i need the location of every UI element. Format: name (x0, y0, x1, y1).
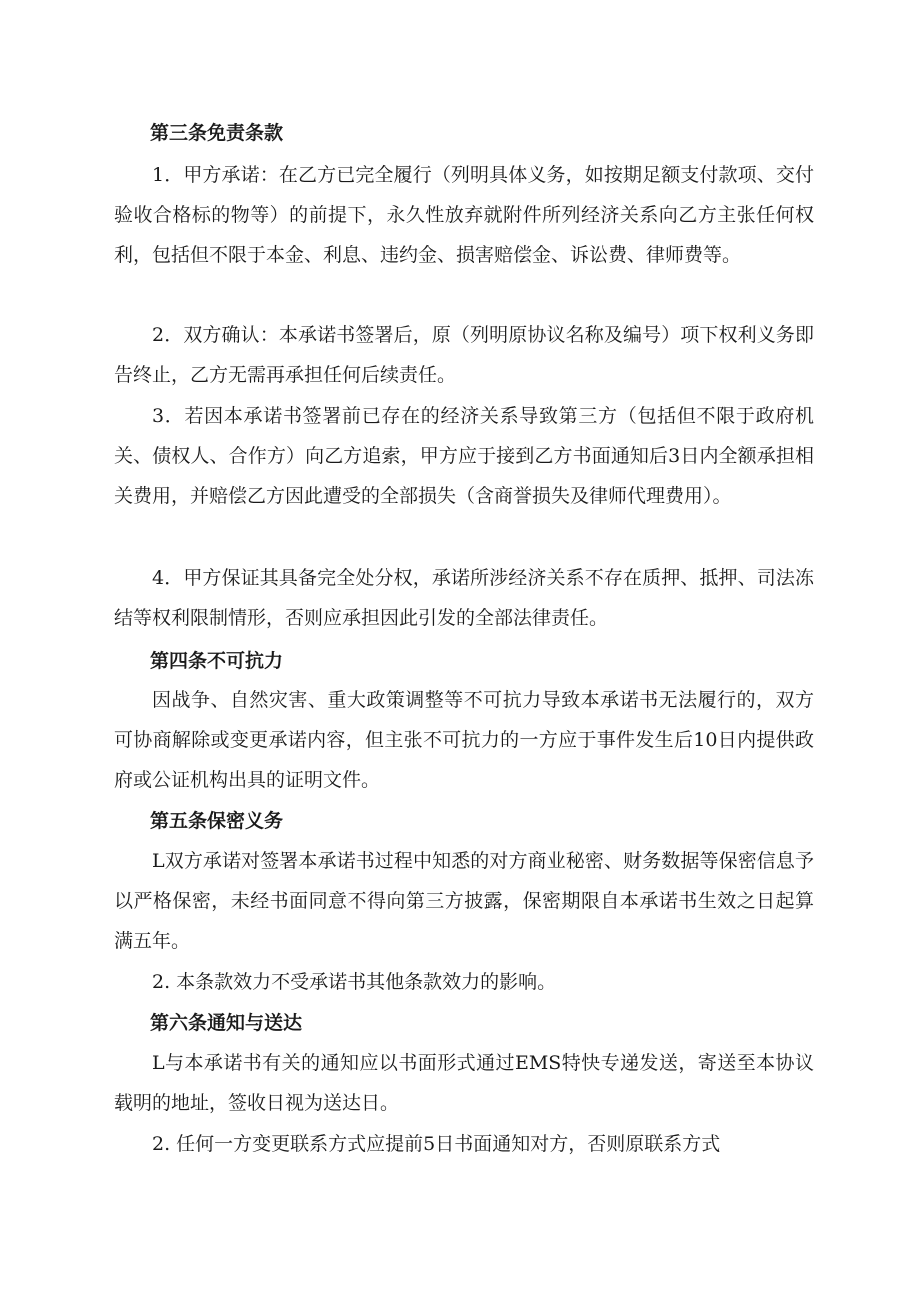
section-heading-5 (114, 803, 814, 839)
section-6-paragraph-1 (114, 1043, 814, 1123)
section-heading-4 (114, 643, 814, 679)
section-3-paragraph-1 (114, 155, 814, 275)
paragraph: 3．若因本承诺书签署前已存在的经济关系导致第三方（包括但不限于政府机关、债权人、合作方）向乙方追索，甲方应于接到乙方书面通知后3日内全额承担相关费用，并赔偿乙方因此遭受的全部损失（含商誉损失及律师代理费用）。 (114, 405, 814, 507)
section-title: 第五条保密义务 (150, 810, 284, 832)
section-title: 第三条免责条款 (150, 122, 284, 144)
section-3-paragraph-3 (114, 396, 814, 516)
section-4-paragraph-1 (114, 680, 814, 800)
paragraph: 4．甲方保证其具备完全处分权，承诺所涉经济关系不存在质押、抵押、司法冻结等权利限制情形，否则应承担因此引发的全部法律责任。 (114, 567, 814, 629)
section-3-paragraph-2 (114, 315, 814, 395)
paragraph: 2．双方确认：本承诺书签署后，原（列明原协议名称及编号）项下权利义务即告终止，乙方无需再承担任何后续责任。 (114, 324, 814, 386)
section-title: 第四条不可抗力 (150, 650, 284, 672)
section-heading-3 (114, 115, 814, 151)
paragraph: 2. 任何一方变更联系方式应提前5日书面通知对方，否则原联系方式 (152, 1133, 721, 1155)
section-5-paragraph-1 (114, 841, 814, 961)
section-title: 第六条通知与送达 (150, 1012, 303, 1034)
section-3-paragraph-4 (114, 558, 814, 638)
paragraph: 1．甲方承诺：在乙方已完全履行（列明具体义务，如按期足额支付款项、交付验收合格标的物等）的前提下，永久性放弃就附件所列经济关系向乙方主张任何权利，包括但不限于本金、利息、违约金、损害赔偿金、诉讼费、律师费等。 (114, 164, 814, 266)
section-5-paragraph-2 (114, 962, 814, 1002)
section-heading-6 (114, 1005, 814, 1041)
paragraph: 2. 本条款效力不受承诺书其他条款效力的影响。 (152, 971, 557, 993)
paragraph: 因战争、自然灾害、重大政策调整等不可抗力导致本承诺书无法履行的，双方可协商解除或变更承诺内容，但主张不可抗力的一方应于事件发生后10日内提供政府或公证机构出具的证明文件。 (114, 689, 814, 791)
section-6-paragraph-2 (114, 1124, 814, 1164)
paragraph: L与本承诺书有关的通知应以书面形式通过EMS特快专递发送，寄送至本协议载明的地址，签收日视为送达日。 (114, 1052, 814, 1114)
paragraph: L双方承诺对签署本承诺书过程中知悉的对方商业秘密、财务数据等保密信息予以严格保密，未经书面同意不得向第三方披露，保密期限自本承诺书生效之日起算满五年。 (114, 850, 814, 952)
